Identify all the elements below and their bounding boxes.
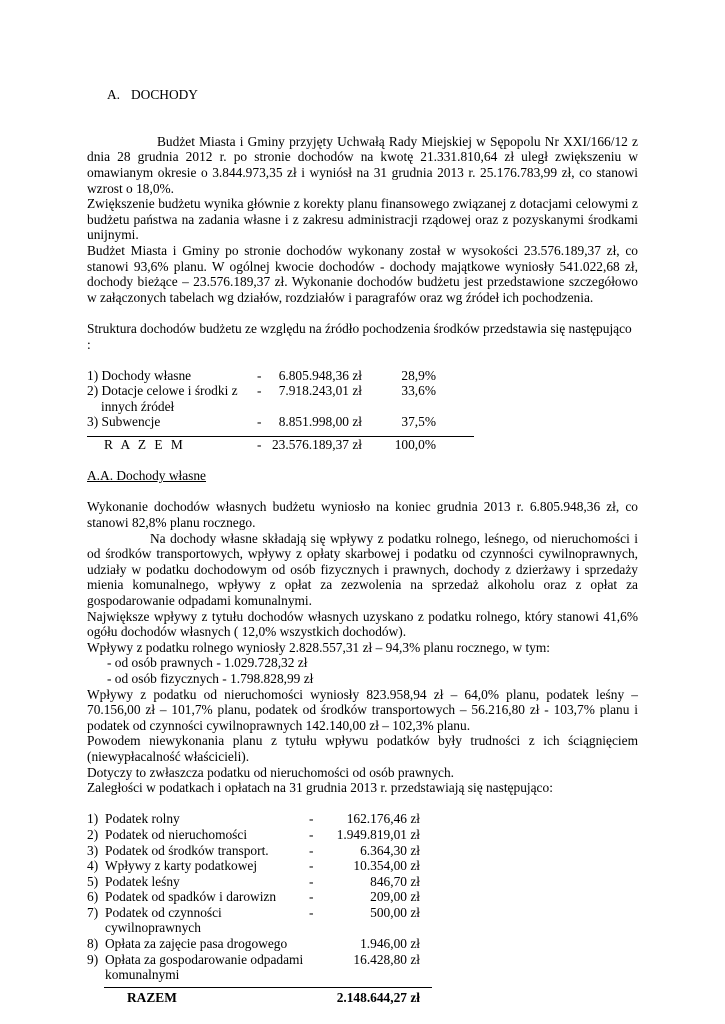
body-paragraph: Powodem niewykonania planu z tytułu wpływu podatków były trudności z ich ściągnięciem (niewypłacalność właścicieli). [87,733,638,764]
arrears-row [87,889,638,905]
arrears-table [87,811,638,1008]
body-paragraph: Dotyczy to zwłaszcza podatku od nieruchomości od osób prawnych. [87,764,455,780]
arrears-row [87,811,638,827]
arrears-divider [104,987,432,988]
spacer [87,118,638,134]
arrears-row [87,874,638,890]
arrears-label: Podatek rolny [105,811,180,827]
arrears-amount: 10.354,00 zł [353,858,420,874]
document-page [87,87,638,1008]
arrears-number: 6) [87,889,99,905]
arrears-amount: 1.946,00 zł [360,936,420,952]
section-letter: A. [107,87,121,102]
arrears-number: 2) [87,826,99,842]
arrears-number: 9) [87,951,99,967]
body-paragraph: Na dochody własne składają się wpływy z podatku rolnego, leśnego, od nieruchomości i od środków transportowych, wpływy z opłaty skarbowej i podatku od czynności cywilnoprawnych, udziały w podatku dochodowym od osób fizycznych i prawnych, dochody z dzierżawy i sprzedaży mienia komunalnego, wpływy z opłat za zezwolenia na sprzedaż alkoholu oraz z opłat za gospodarowanie odpadami komunalnymi. [87,530,638,608]
structure-row [87,383,638,414]
structure-dash: - [257,414,262,430]
arrears-number: 5) [87,873,99,889]
body-subitem: - od osób prawnych - 1.029.728,32 zł [107,655,308,671]
arrears-dash: - [309,826,314,842]
structure-total-amount: 23.576.189,37 zł [271,437,362,453]
arrears-label: Podatek od środków transport. [105,842,269,858]
spacer [87,103,638,119]
subsection-title: A.A. Dochody własne [87,468,207,484]
structure-amount: 7.918.243,01 zł [278,383,362,399]
arrears-amount: 6.364,30 zł [360,842,420,858]
structure-label: 2) Dotacje celowe i środki z innych źródeł [87,383,238,414]
spacer [87,352,638,368]
arrears-dash: - [309,842,314,858]
structure-amount: 6.805.948,36 zł [278,367,362,383]
body-paragraph: Wpływy z podatku od nieruchomości wyniosły 823.958,94 zł – 64,0% planu, podatek leśny – 70.156,00 zł – 101,7% planu, podatek od środków transportowych – 56.216,80 zł - 103,7% planu i podatek od czynności cywilnoprawnych 142.140,00 zł – 102,3% planu. [87,686,638,733]
arrears-amount: 16.428,80 zł [353,951,420,967]
structure-total-label: R A Z E M [104,437,186,453]
structure-row [87,368,638,384]
arrears-row [87,843,638,859]
arrears-number: 3) [87,842,99,858]
structure-amount: 8.851.998,00 zł [278,414,362,430]
structure-row [87,414,638,430]
arrears-row [87,952,638,983]
intro-paragraph: Budżet Miasta i Gminy przyjęty Uchwałą Rady Miejskiej w Sępopolu Nr XXI/166/12 z dnia 28 grudnia 2012 r. po stronie dochodów na kwotę 21.331.810,64 zł uległ zwiększeniu w omawianym okresie o 3.844.973,35 zł i wyniósł na 31 grudnia 2013 r. 25.176.783,99 zł, co stanowi wzrost o 18,0%. [87,133,638,196]
structure-percent: 37,5% [401,414,436,430]
arrears-dash: - [309,904,314,920]
arrears-number: 7) [87,904,99,920]
arrears-total-row [87,990,638,1008]
arrears-number: 4) [87,858,99,874]
intro-paragraph: Zwiększenie budżetu wynika głównie z korekty planu finansowego związanej z dotacjami celowymi z budżetu państwa na zadania własne i z zakresu administracji rządowej oraz z pozyskanymi środkami unijnymi. [87,196,638,243]
arrears-dash: - [309,873,314,889]
arrears-row [87,827,638,843]
spacer [87,305,638,321]
arrears-label: Podatek leśny [105,873,180,889]
arrears-number: 8) [87,936,99,952]
arrears-label: Opłata za zajęcie pasa drogowego [105,936,288,952]
spacer [87,796,638,812]
structure-dash: - [257,437,262,453]
arrears-row [87,936,638,952]
spacer [87,453,638,469]
structure-dash: - [257,383,262,399]
arrears-dash: - [309,889,314,905]
structure-total-percent: 100,0% [394,437,436,453]
body-paragraph: Wykonanie dochodów własnych budżetu wyniosło na koniec grudnia 2013 r. 6.805.948,36 zł, co stanowi 82,8% planu rocznego. [87,499,638,531]
body-paragraph: Wpływy z podatku rolnego wyniosły 2.828.557,31 zł – 94,3% planu rocznego, w tym: [87,639,551,655]
arrears-total-amount: 2.148.644,27 zł [336,989,420,1005]
arrears-dash: - [309,811,314,827]
structure-percent: 33,6% [401,383,436,399]
spacer [87,484,638,500]
arrears-label: Podatek od nieruchomości [105,826,248,842]
body-paragraph: Zaległości w podatkach i opłatach na 31 grudnia 2013 r. przedstawiają się następująco: [87,780,553,796]
structure-dash: - [257,367,262,383]
arrears-amount: 209,00 zł [370,889,420,905]
arrears-number: 1) [87,811,99,827]
arrears-row [87,858,638,874]
arrears-amount: 1.949.819,01 zł [336,826,420,842]
arrears-row [87,905,638,936]
arrears-amount: 162.176,46 zł [346,811,420,827]
intro-paragraph: Budżet Miasta i Gminy po stronie dochodów wykonany został w wysokości 23.576.189,37 zł, co stanowi 93,6% planu. W ogólnej kwocie dochodów - dochody majątkowe wyniosły 541.022,68 zł, dochody bieżące – 23.576.189,37 zł. Wykonanie dochodów budżetu jest przedstawione szczegółowo w załączonych tabelach wg działów, rozdziałów i paragrafów oraz wg źródeł ich pochodzenia. [87,242,638,305]
arrears-amount: 846,70 zł [370,873,420,889]
arrears-label: Podatek od czynności cywilnoprawnych [105,904,222,936]
arrears-amount: 500,00 zł [370,904,420,920]
body-subitem: - od osób fizycznych - 1.798.828,99 zł [107,670,314,686]
arrears-dash: - [309,858,314,874]
structure-total-row [87,437,638,453]
structure-percent: 28,9% [401,367,436,383]
structure-label: 1) Dochody własne [87,367,192,383]
structure-label: 3) Subwencje [87,414,161,430]
arrears-label: Wpływy z karty podatkowej [105,858,258,874]
arrears-label: Podatek od spadków i darowizn [105,889,277,905]
section-heading [107,87,638,103]
arrears-label: Opłata za gospodarowanie odpadami komunalnymi [105,951,304,983]
section-title: DOCHODY [131,87,198,102]
body-paragraph: Największe wpływy z tytułu dochodów własnych uzyskano z podatku rolnego, który stanowi 41,6% ogółu dochodów własnych ( 12,0% wszystkich dochodów). [87,608,638,640]
structure-intro: Struktura dochodów budżetu ze względu na źródło pochodzenia środków przedstawia się następująco : [87,320,632,352]
structure-table [87,368,638,453]
arrears-total-label: RAZEM [127,989,177,1005]
